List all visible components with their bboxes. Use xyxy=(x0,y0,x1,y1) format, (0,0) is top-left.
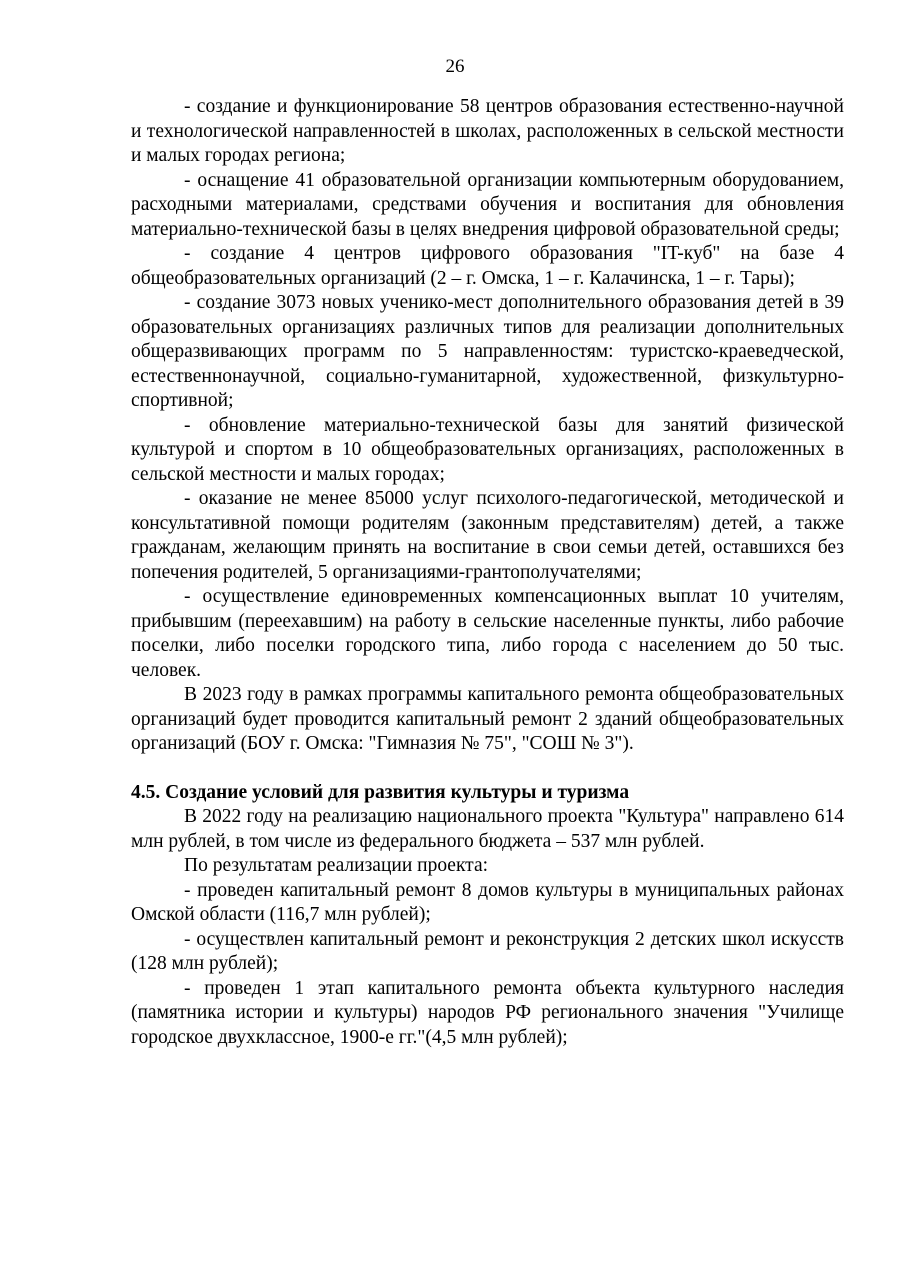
paragraph-additional-education: - создание 3073 новых ученико-мест дополнительного образования детей в 39 образовательных организациях различных типов для реализации дополнительных общеразвивающих программ по 5 направленностям: туристско-краеведческой, естественнонаучной, социально-гуманитарной, художественной, физкультурно-спортивной; xyxy=(131,292,844,411)
paragraph-centers-natural-science: - создание и функционирование 58 центров образования естественно-научной и технологической направленностей в школах, расположенных в сельской местности и малых городах региона; xyxy=(131,96,844,166)
paragraph-psychological-services: - оказание не менее 85000 услуг психолого-педагогической, методической и консультативной помощи родителям (законным представителям) детей, а также гражданам, желающим принять на воспитание в свои семьи детей, оставшихся без попечения родителей, 5 организациями-грантополучателями; xyxy=(131,488,844,583)
paragraph-teacher-payments: - осуществление единовременных компенсационных выплат 10 учителям, прибывшим (переехавшим) на работу в сельские населенные пункты, либо рабочие поселки, либо поселки городского типа, либо города с населением до 50 тыс. человек. xyxy=(131,586,844,681)
paragraph-computer-equipment: - оснащение 41 образовательной организации компьютерным оборудованием, расходными материалами, средствами обучения и воспитания для обновления материально-технической базы в целях внедрения цифровой образовательной среды; xyxy=(131,169,844,240)
paragraph-sports-base: - обновление материально-технической базы для занятий физической культурой и спортом в 10 общеобразовательных организациях, расположенных в сельской местности и малых городах; xyxy=(131,414,844,485)
paragraph-it-cube: - создание 4 центров цифрового образования "IT-куб" на базе 4 общеобразовательных организаций (2 – г. Омска, 1 – г. Калачинска, 1 – г. Тары); xyxy=(131,243,844,289)
section-heading: 4.5. Создание условий для развития культуры и туризма xyxy=(131,781,630,803)
paragraph-heritage-object: - проведен 1 этап капитального ремонта объекта культурного наследия (памятника истории и культуры) народов РФ регионального значения "Училище городское двухклассное, 1900-е гг."(4,5 млн рублей); xyxy=(131,977,844,1048)
paragraph-results-intro: По результатам реализации проекта: xyxy=(184,855,489,876)
page-number: 26 xyxy=(445,56,465,77)
paragraph-capital-repair-2023: В 2023 году в рамках программы капитального ремонта общеобразовательных организаций будет проводится капитальный ремонт 2 зданий общеобразовательных организаций (БОУ г. Омска: "Гимназия № 75", "СОШ № 3"). xyxy=(131,684,844,754)
paragraph-culture-funding: В 2022 году на реализацию национального проекта "Культура" направлено 614 млн рублей, в том числе из федерального бюджета – 537 млн рублей. xyxy=(131,806,844,852)
paragraph-art-schools: - осуществлен капитальный ремонт и реконструкция 2 детских школ искусств (128 млн рублей); xyxy=(131,928,844,974)
paragraph-culture-houses: - проведен капитальный ремонт 8 домов культуры в муниципальных районах Омской области (116,7 млн рублей); xyxy=(131,879,844,925)
page-content xyxy=(131,95,844,1050)
